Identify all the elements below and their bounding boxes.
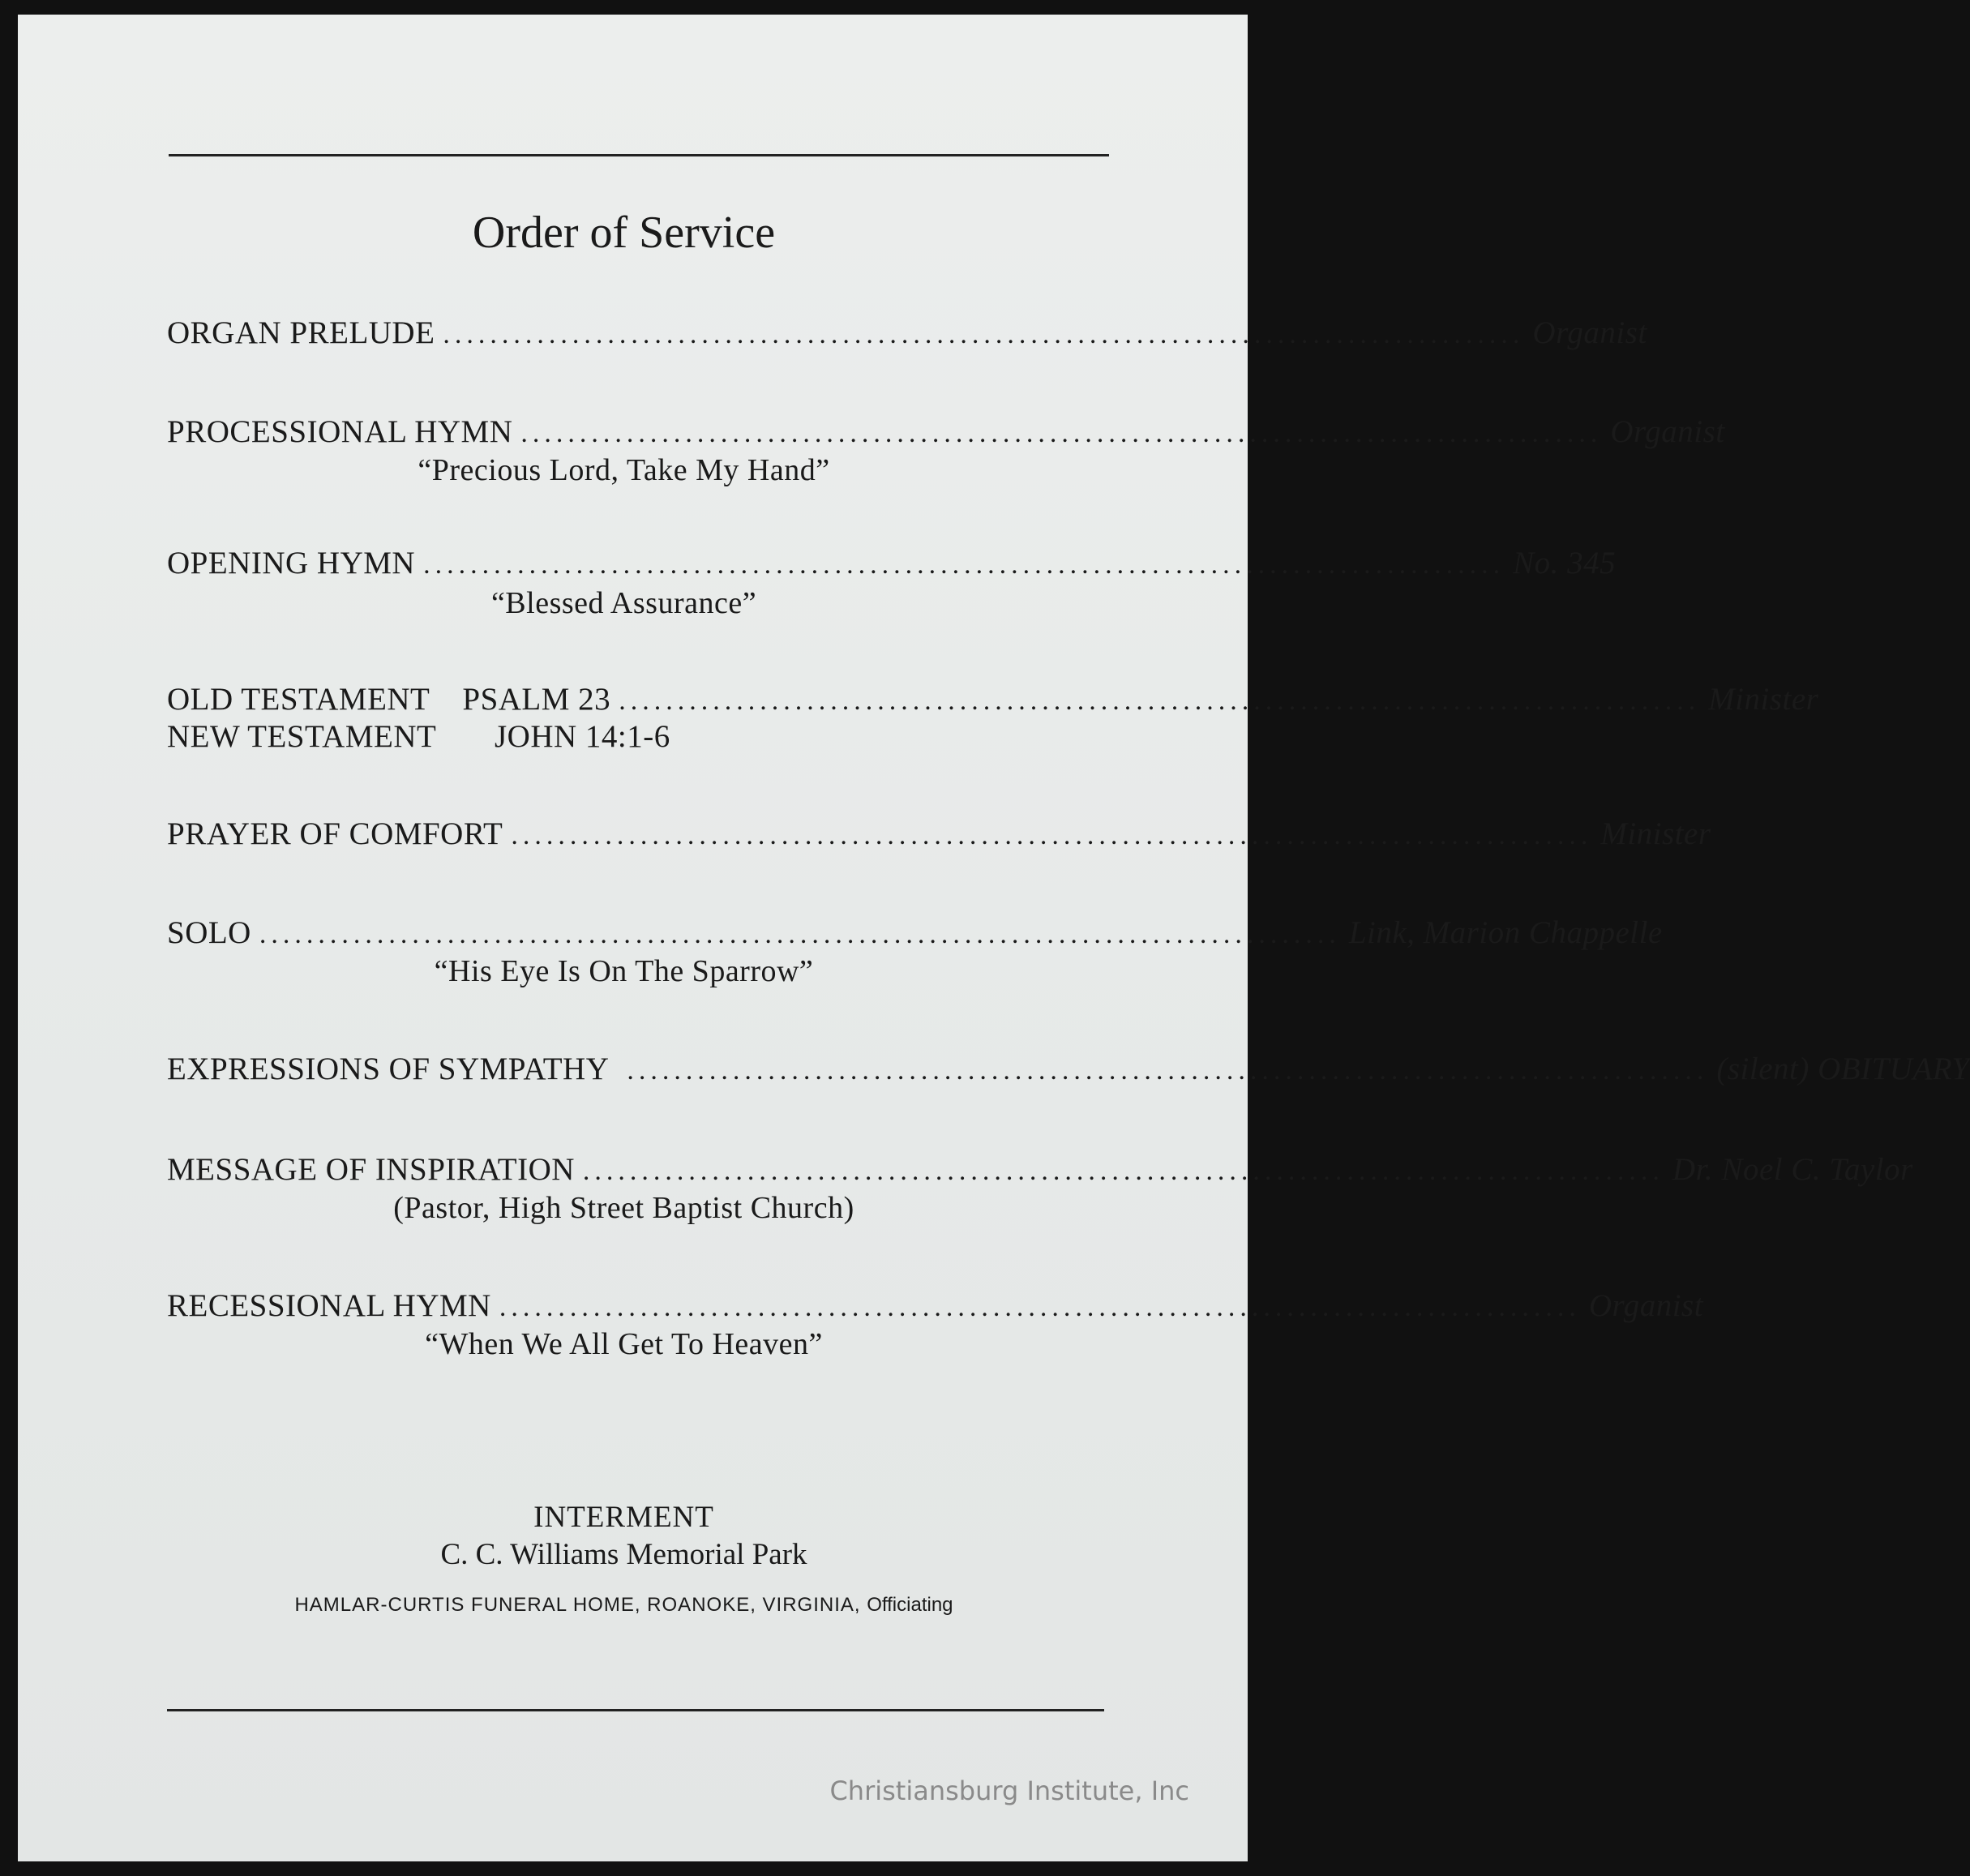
service-item-scripture xyxy=(167,681,1819,723)
service-item-message-of-inspiration xyxy=(167,1151,1913,1193)
item-role: Dr. Noel C. Taylor xyxy=(1672,1152,1913,1187)
leader-dots: ............................................................................................ xyxy=(423,550,1505,580)
funeral-home-line xyxy=(0,1594,1248,1617)
leader-dots: ............................................................................................ xyxy=(259,919,1341,949)
service-item-processional-hymn xyxy=(167,413,1725,456)
leader-dots: ............................................................................................ xyxy=(520,418,1603,448)
item-label: OPENING HYMN xyxy=(167,546,416,580)
leader-dots: ............................................................................................ xyxy=(511,820,1593,850)
service-item-opening-hymn xyxy=(167,545,1617,587)
item-label: ORGAN PRELUDE xyxy=(167,315,435,350)
service-item-prayer-of-comfort xyxy=(167,816,1711,858)
item-label: MESSAGE OF INSPIRATION xyxy=(167,1152,575,1187)
leader-dots: ............................................................................................ xyxy=(582,1156,1664,1186)
item-label: OLD TESTAMENT xyxy=(167,682,430,717)
service-item-recessional-hymn xyxy=(167,1287,1704,1330)
scripture-reference: JOHN 14:1-6 xyxy=(495,719,670,754)
top-rule xyxy=(169,154,1109,156)
leader-dots: ............................................................................................ xyxy=(619,686,1701,716)
officiating: Officiating xyxy=(867,1594,953,1616)
interment-heading: INTERMENT xyxy=(533,1501,714,1534)
item-role: Link, Marion Chappelle xyxy=(1348,915,1663,950)
item-label: NEW TESTAMENT xyxy=(167,719,437,754)
hymn-title: “When We All Get To Heaven” xyxy=(425,1327,823,1361)
leader-dots: ............................................................................................ xyxy=(499,1292,1581,1322)
interment-place: C. C. Williams Memorial Park xyxy=(440,1538,807,1571)
bottom-rule xyxy=(167,1709,1104,1711)
hymn-title: “Blessed Assurance” xyxy=(490,586,757,620)
speaker-affiliation: (Pastor, High Street Baptist Church) xyxy=(393,1191,854,1225)
item-role: Organist xyxy=(1532,315,1647,350)
item-label: RECESSIONAL HYMN xyxy=(167,1288,491,1323)
service-item-organ-prelude xyxy=(167,315,1647,357)
service-item-new-testament xyxy=(167,718,670,755)
leader-dots: ............................................................................................ xyxy=(443,319,1525,349)
item-label: EXPRESSIONS OF SYMPATHY xyxy=(167,1052,610,1086)
item-role: No. 345 xyxy=(1513,546,1617,580)
item-label: PROCESSIONAL HYMN xyxy=(167,414,513,449)
funeral-home: HAMLAR-CURTIS FUNERAL HOME, ROANOKE, VIRGINIA, xyxy=(294,1594,861,1616)
item-label: PRAYER OF COMFORT xyxy=(167,816,503,851)
service-item-solo xyxy=(167,914,1663,957)
scripture-reference: PSALM 23 xyxy=(462,682,611,717)
hymn-title: “Precious Lord, Take My Hand” xyxy=(418,453,830,487)
leader-dots: ............................................................................................ xyxy=(627,1056,1709,1086)
item-role: Organist xyxy=(1588,1288,1704,1323)
service-item-expressions-of-sympathy xyxy=(167,1051,1970,1093)
item-role: Minister xyxy=(1600,816,1711,851)
item-role: Organist xyxy=(1610,414,1725,449)
item-label: SOLO xyxy=(167,915,251,950)
watermark: Christiansburg Institute, Inc xyxy=(829,1775,1189,1806)
page-title: Order of Service xyxy=(472,208,776,258)
item-role: Minister xyxy=(1708,682,1819,717)
hymn-title: “His Eye Is On The Sparrow” xyxy=(434,954,814,988)
item-role: (silent) OBITUARY xyxy=(1716,1052,1970,1086)
